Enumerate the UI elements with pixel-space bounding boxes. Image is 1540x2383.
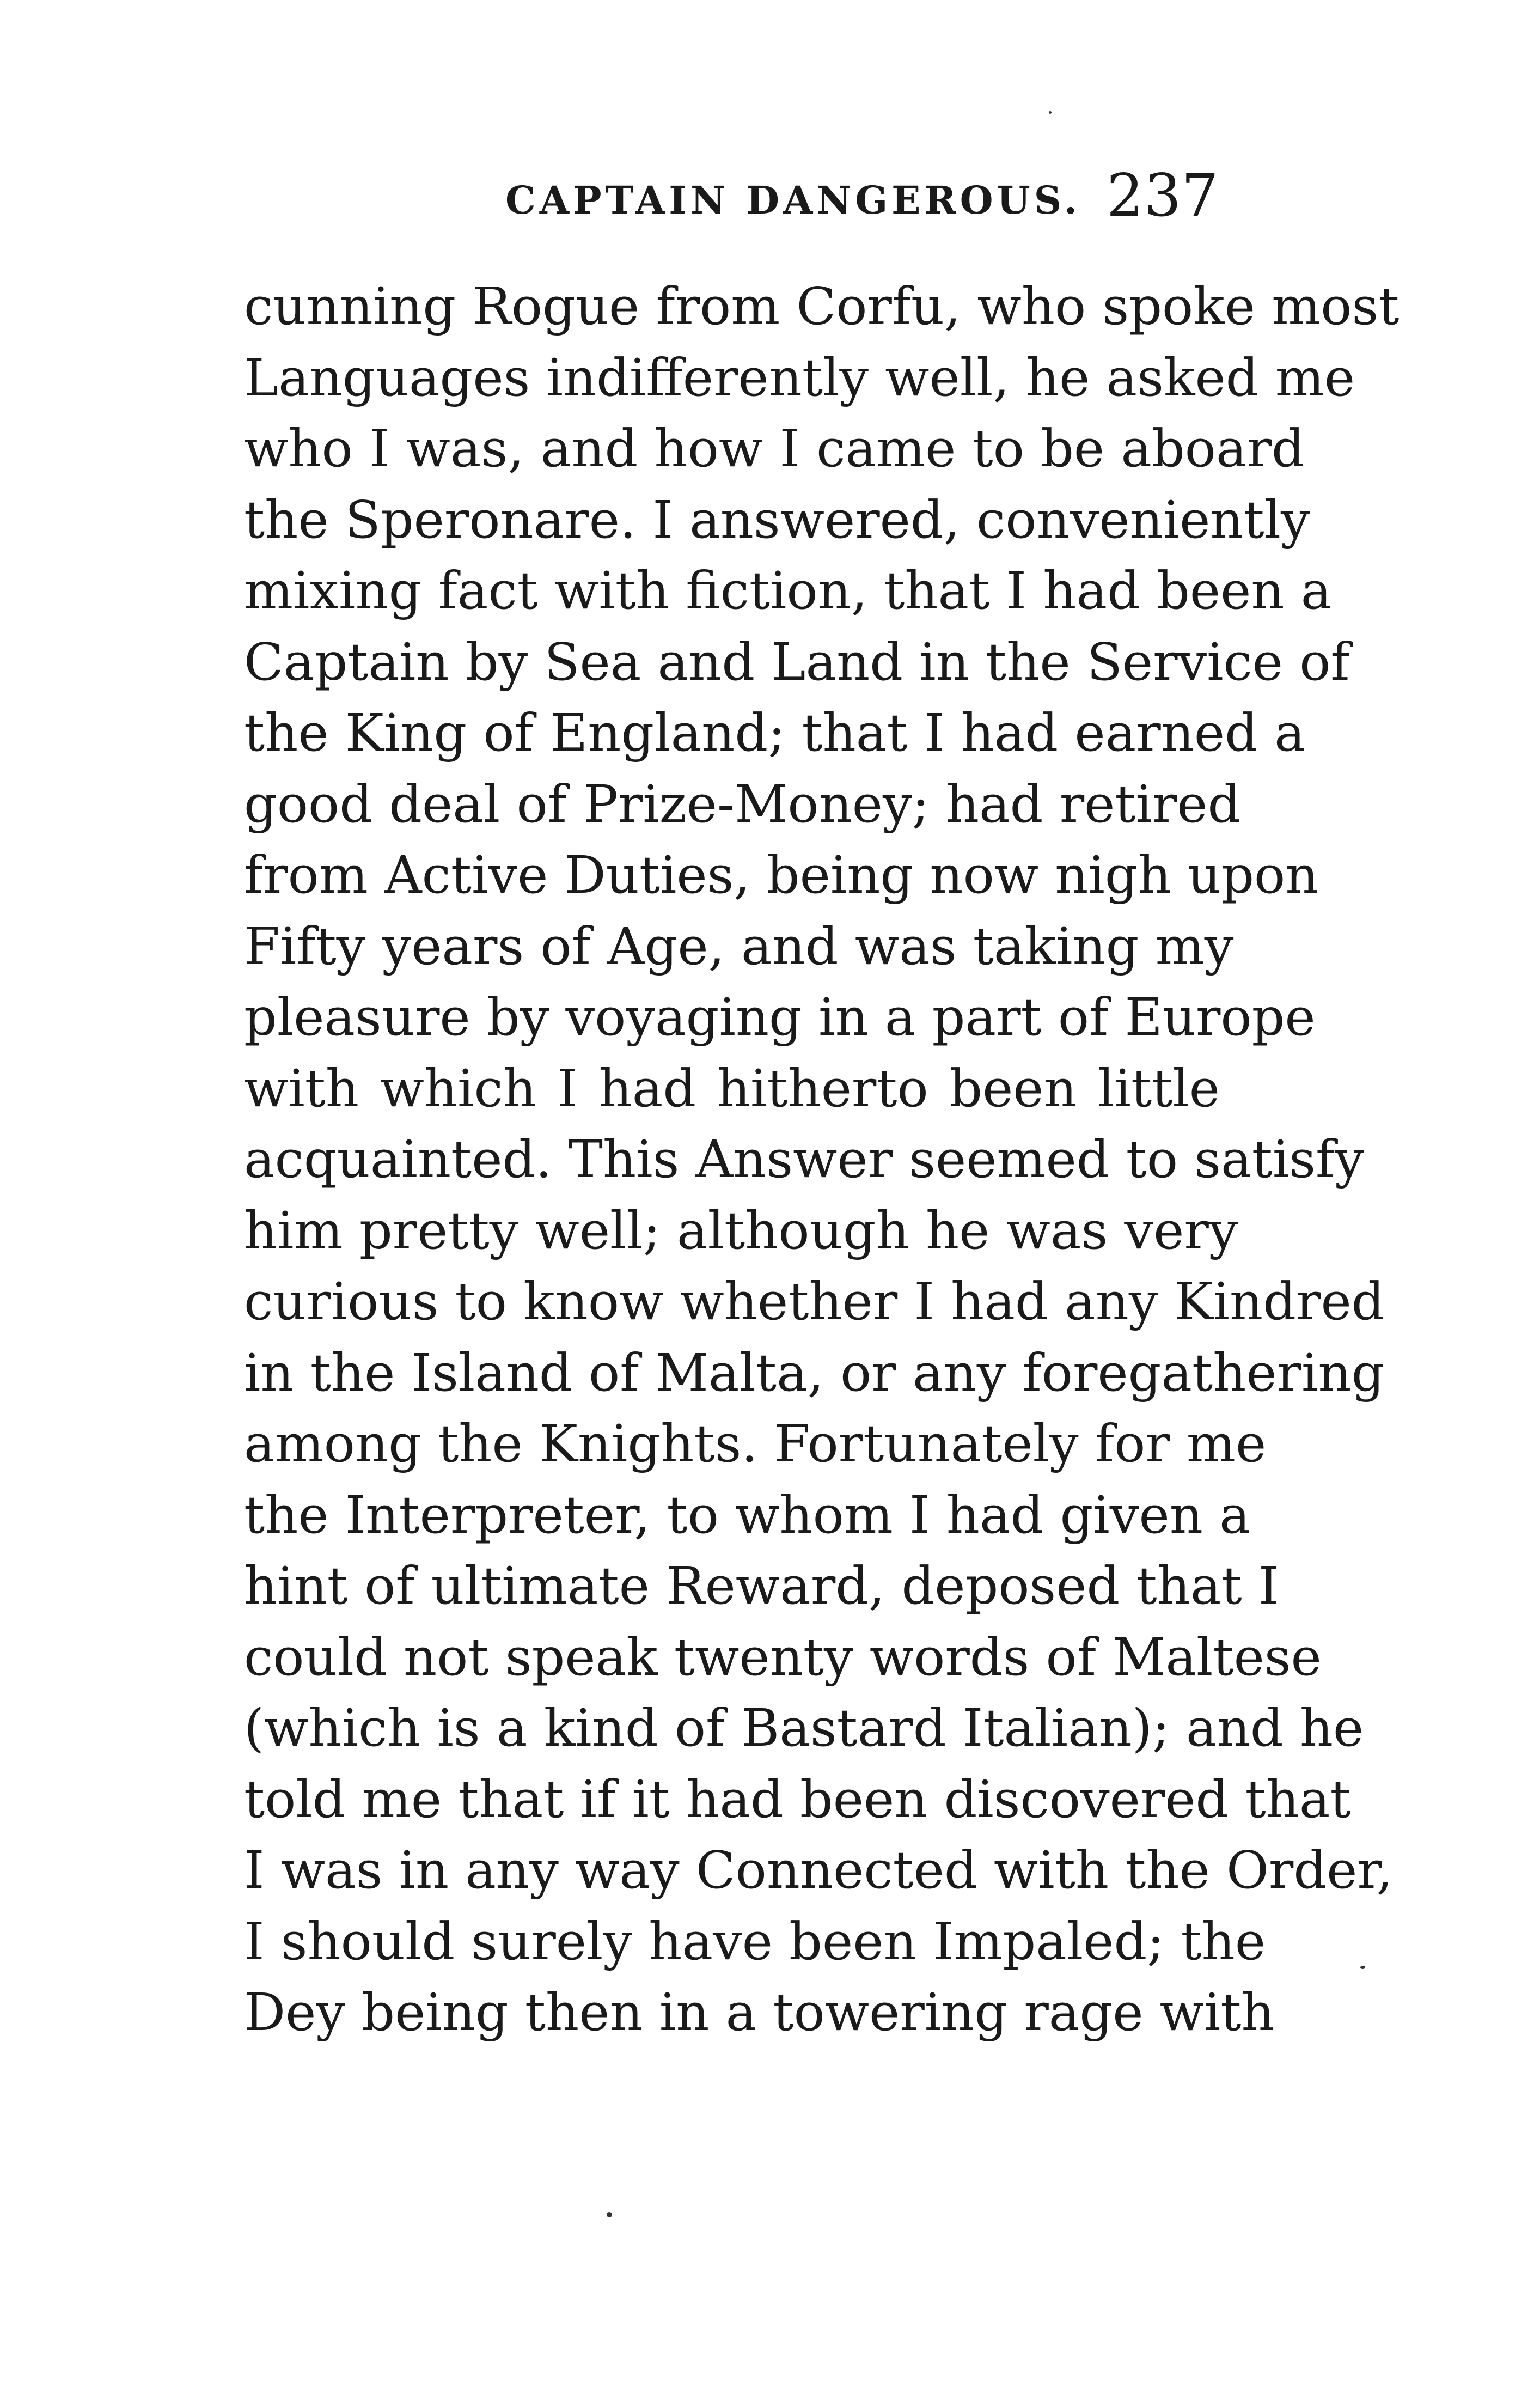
scan-speck [1049,111,1052,114]
text-line: told me that if it had been discovered that [244,1769,1351,1830]
text-line: with which I had hitherto been little [244,1058,1220,1119]
text-line: acquainted. This Answer seemed to satisfy [244,1130,1364,1190]
text-line: Fifty years of Age, and was taking my [244,916,1234,977]
text-line: in the Island of Malta, or any foregathering [244,1343,1385,1403]
text-line: pleasure by voyaging in a part of Europe [244,988,1316,1047]
text-line: good deal of Prize-Money; had retired [244,774,1241,834]
text-line: hint of ultimate Reward, deposed that I [244,1556,1279,1616]
text-line: Languages indifferently well, he asked me [244,348,1355,408]
text-line: (which is a kind of Bastard Italian); and he [244,1698,1364,1758]
text-line: who I was, and how I came to be aboard [244,419,1305,479]
text-line: among the Knights. Fortunately for me [244,1414,1267,1474]
text-line: curious to know whether I had any Kindred [244,1272,1385,1332]
text-line: Captain by Sea and Land in the Service of [244,632,1350,692]
text-line: mixing fact with fiction, that I had been a [244,561,1332,621]
running-head [244,163,1219,229]
text-line: I should surely have been Impaled; the [244,1911,1266,1972]
running-title: CAPTAIN DANGEROUS. [505,178,1081,223]
page-number: 237 [1106,162,1219,230]
body-text [244,271,1400,2049]
text-line: could not speak twenty words of Maltese [244,1627,1322,1687]
text-line: Dey being then in a towering rage with [244,1983,1275,2043]
text-line: the Interpreter, to whom I had given a [244,1485,1250,1545]
text-line: the Speronare. I answered, conveniently [244,490,1310,550]
text-line: the King of England; that I had earned a [244,703,1305,763]
text-line: I was in any way Connected with the Order, [244,1840,1393,1900]
text-line: from Active Duties, being now nigh upon [244,845,1319,905]
scan-speck [1360,1966,1365,1969]
scan-speck [607,2212,612,2217]
text-line: cunning Rogue from Corfu, who spoke most [244,277,1400,337]
text-line: him pretty well; although he was very [244,1200,1238,1261]
